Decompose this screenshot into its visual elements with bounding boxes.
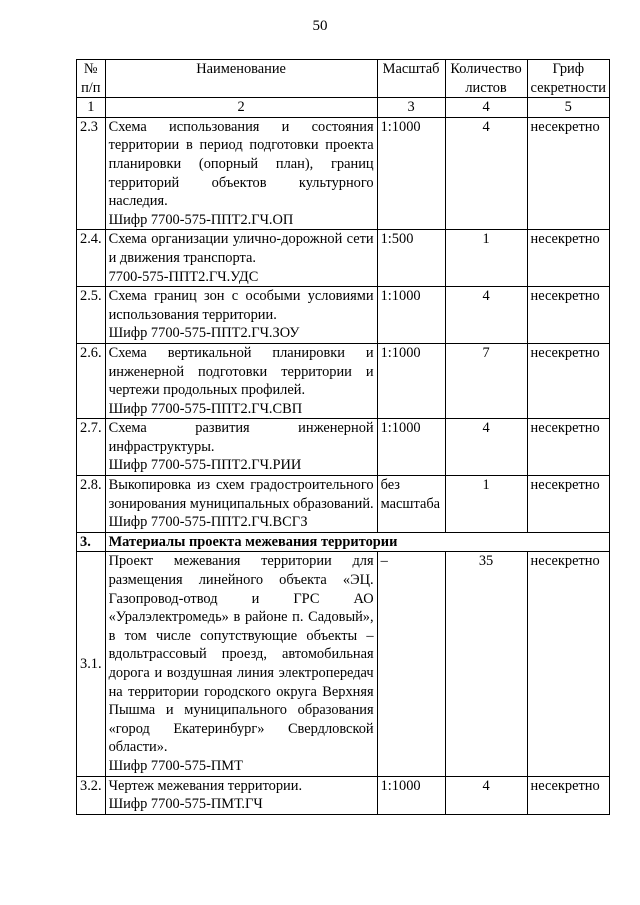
row-scale: 1:1000: [377, 343, 445, 418]
row-secrecy: несекретно: [527, 419, 609, 476]
row-name: Схема границ зон с особыми условиями использования территории. Шифр 7700-575-ППТ2.ГЧ.ЗОУ: [105, 287, 377, 344]
row-name: Схема использования и состояния территории в период подготовки проекта планировки (опорный план), границ территорий объектов культурного наследия. Шифр 7700-575-ППТ2.ГЧ.ОП: [105, 117, 377, 230]
header-name: Наименование: [105, 60, 377, 98]
table-row: [77, 419, 610, 476]
table-row: [77, 117, 610, 230]
page-number: 50: [312, 18, 328, 34]
row-name: Схема вертикальной планировки и инженерной подготовки территории и чертежи продольных профилей. Шифр 7700-575-ППТ2.ГЧ.СВП: [105, 343, 377, 418]
row-secrecy: несекретно: [527, 343, 609, 418]
column-numbers-row: [77, 98, 610, 118]
row-sheets: 4: [445, 287, 527, 344]
row-name: Чертеж межевания территории. Шифр 7700-575-ПМТ.ГЧ: [105, 776, 377, 814]
row-secrecy: несекретно: [527, 476, 609, 533]
column-number: 1: [77, 98, 106, 118]
row-sheets: 4: [445, 776, 527, 814]
section-number: 3.: [77, 532, 106, 552]
row-sheets: 7: [445, 343, 527, 418]
table-row: [77, 343, 610, 418]
row-sheets: 4: [445, 419, 527, 476]
row-scale: без масштаба: [377, 476, 445, 533]
row-scale: 1:1000: [377, 776, 445, 814]
row-secrecy: несекретно: [527, 776, 609, 814]
row-sheets: 4: [445, 117, 527, 230]
column-number: 4: [445, 98, 527, 118]
section-row: [77, 532, 610, 552]
documents-table: [76, 59, 610, 815]
row-number: 2.8.: [77, 476, 106, 533]
header-row: [77, 60, 610, 98]
column-number: 2: [105, 98, 377, 118]
row-number: 2.4.: [77, 230, 106, 287]
row-number: 2.7.: [77, 419, 106, 476]
section-title: Материалы проекта межевания территории: [105, 532, 609, 552]
row-secrecy: несекретно: [527, 117, 609, 230]
row-scale: 1:1000: [377, 287, 445, 344]
row-secrecy: несекретно: [527, 287, 609, 344]
row-sheets: 35: [445, 552, 527, 776]
row-number: 2.5.: [77, 287, 106, 344]
row-name: Схема развития инженерной инфраструктуры. Шифр 7700-575-ППТ2.ГЧ.РИИ: [105, 419, 377, 476]
row-scale: –: [377, 552, 445, 776]
row-name: Схема организации улично-дорожной сети и движения транспорта. 7700-575-ППТ2.ГЧ.УДС: [105, 230, 377, 287]
row-scale: 1:1000: [377, 419, 445, 476]
table-row: [77, 776, 610, 814]
table-row: [77, 230, 610, 287]
row-number: 2.6.: [77, 343, 106, 418]
row-number: 3.2.: [77, 776, 106, 814]
row-secrecy: несекретно: [527, 552, 609, 776]
header-scale: Масштаб: [377, 60, 445, 98]
row-name: Выкопировка из схем градостроительного зонирования муниципальных образований. Шифр 7700-575-ППТ2.ГЧ.ВСГЗ: [105, 476, 377, 533]
row-number: 3.1.: [77, 552, 106, 776]
header-num: № п/п: [77, 60, 106, 98]
column-number: 5: [527, 98, 609, 118]
row-sheets: 1: [445, 230, 527, 287]
row-sheets: 1: [445, 476, 527, 533]
table-row: [77, 476, 610, 533]
row-name: Проект межевания территории для размещения линейного объекта «ЭЦ. Газопровод-отвод и ГРС АО «Уралэлектромедь» в районе п. Садовый», в том числе сопутствующие объекты – вдольтрассовый проезд, автомобильная дорога и воздушная линия электропередач на территории городского округа Верхняя Пышма и муниципального образования «город Екатеринбург» Свердловской области». Шифр 7700-575-ПМТ: [105, 552, 377, 776]
column-number: 3: [377, 98, 445, 118]
row-scale: 1:1000: [377, 117, 445, 230]
row-scale: 1:500: [377, 230, 445, 287]
header-secrecy: Гриф секретности: [527, 60, 609, 98]
table-row: [77, 287, 610, 344]
header-sheets: Количество листов: [445, 60, 527, 98]
table-row: [77, 552, 610, 776]
row-secrecy: несекретно: [527, 230, 609, 287]
row-number: 2.3: [77, 117, 106, 230]
